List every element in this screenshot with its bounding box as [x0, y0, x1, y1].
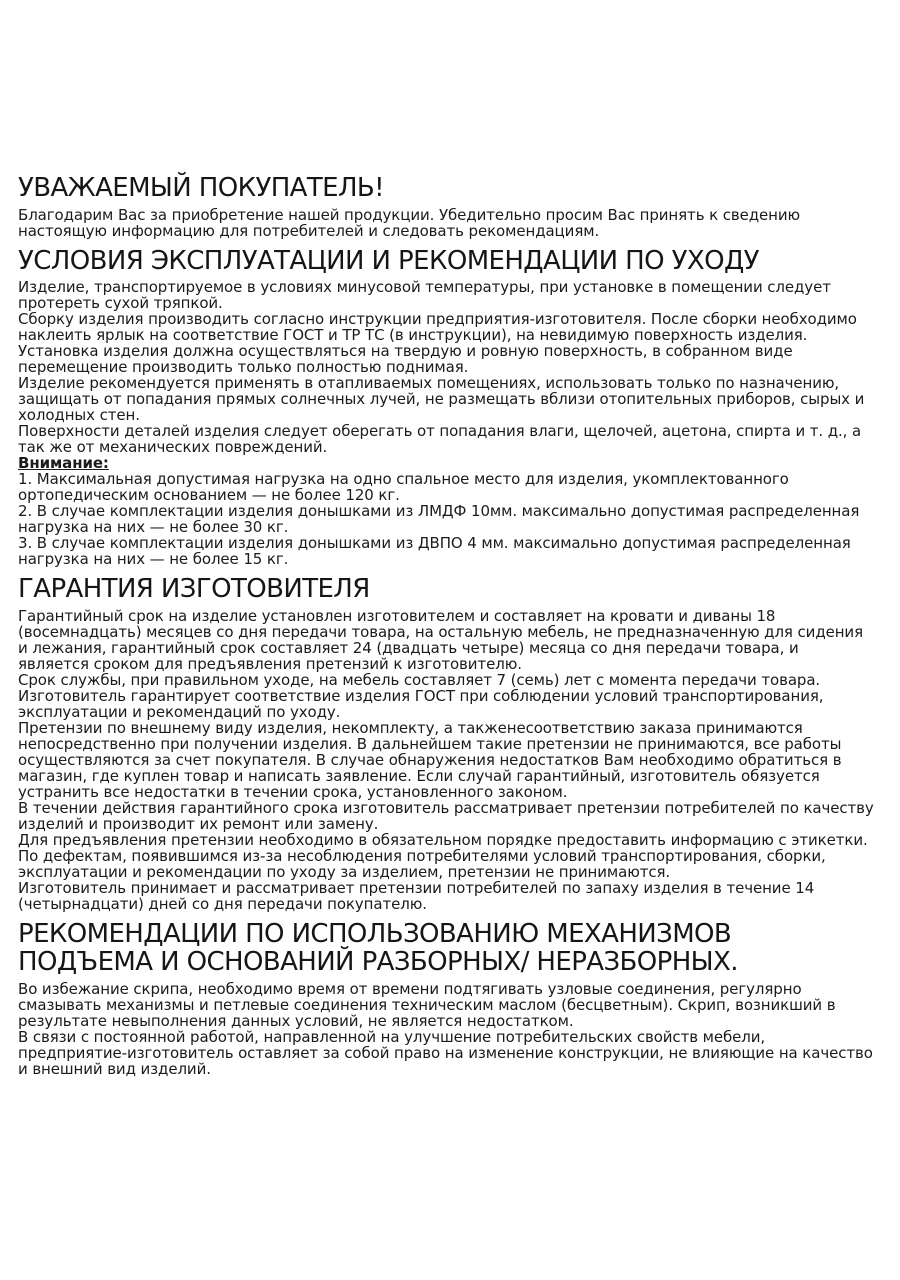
- paragraph: 2. В случае комплектации изделия донышками из ЛМДФ 10мм. максимально допустимая распределенная нагрузка на них — не более 30 кг.: [18, 502, 860, 537]
- paragraph: Сборку изделия производить согласно инструкции предприятия-изготовителя. После сборки необходимо наклеить ярлык на соответствие ГОСТ и ТР ТС (в инструкции), на невидимую поверхность изделия.: [18, 310, 857, 345]
- section-heading-usage-conditions: УСЛОВИЯ ЭКСПЛУАТАЦИИ И РЕКОМЕНДАЦИИ ПО УХОДУ: [18, 245, 759, 276]
- paragraph: Изготовитель принимает и рассматривает претензии потребителей по запаху изделия в течение 14 (четырнадцати) дней со дня передачи покупателю.: [18, 878, 815, 913]
- paragraph: В связи с постоянной работой, направленной на улучшение потребительских свойств мебели, предприятие-изготовитель оставляет за собой право на изменение конструкции, не влияющие на качество и внешний вид изделий.: [18, 1027, 873, 1078]
- paragraph: 3. В случае комплектации изделия донышками из ДВПО 4 мм. максимально допустимая распределенная нагрузка на них — не более 15 кг.: [18, 534, 851, 569]
- paragraph: 1. Максимальная допустимая нагрузка на одно спальное место для изделия, укомплектованного ортопедическим основанием — не более 120 кг.: [18, 470, 789, 505]
- paragraph: Установка изделия должна осуществляться на твердую и ровную поверхность, в собранном виде перемещение производить только полностью поднимая.: [18, 342, 793, 377]
- section-warranty: [18, 575, 874, 912]
- paragraph: Благодарим Вас за приобретение нашей продукции. Убедительно просим Вас принять к сведению настоящую информацию для потребителей и следовать рекомендациям.: [18, 205, 801, 240]
- paragraph: Изделие, транспортируемое в условиях минусовой температуры, при установке в помещении следует протереть сухой тряпкой.: [18, 278, 831, 313]
- section-usage-conditions: [18, 247, 874, 568]
- section-heading-mechanisms: РЕКОМЕНДАЦИИ ПО ИСПОЛЬЗОВАНИЮ МЕХАНИЗМОВ ПОДЪЕМА И ОСНОВАНИЙ РАЗБОРНЫХ/ НЕРАЗБОРНЫХ.: [18, 918, 738, 978]
- section-dear-customer: [18, 174, 874, 239]
- section-heading-dear-customer: УВАЖАЕМЫЙ ПОКУПАТЕЛЬ!: [18, 173, 384, 203]
- attention-label: Внимание:: [18, 454, 109, 473]
- paragraph: По дефектам, появившимся из-за несоблюдения потребителями условий транспортирования, сборки, эксплуатации и рекомендации по уходу за изделием, претензии не принимаются.: [18, 846, 826, 881]
- section-heading-warranty: ГАРАНТИЯ ИЗГОТОВИТЕЛЯ: [18, 574, 370, 605]
- paragraph: Поверхности деталей изделия следует оберегать от попадания влаги, щелочей, ацетона, спирта и т. д., а так же от механических повреждений.: [18, 422, 862, 457]
- paragraph: Изделие рекомендуется применять в отапливаемых помещениях, использовать только по назначению, защищать от попадания прямых солнечных лучей, не размещать вблизи отопительных приборов, сырых и холодных стен.: [18, 374, 865, 425]
- paragraph: Изготовитель гарантирует соответствие изделия ГОСТ при соблюдении условий транспортирования, эксплуатации и рекомендаций по уходу.: [18, 686, 824, 721]
- paragraph: Претензии по внешнему виду изделия, некомплекту, а такженесоответствию заказа принимаются непосредственно при получении изделия. В дальнейшем такие претензии не принимаются, все работы осуществляются за счет покупателя. В случае обнаружения недостатков Вам необходимо обратиться в магазин, где куплен товар и написать заявление. Если случай гарантийный, изготовитель обязуется устранить все недостатки в течении срока, установленного законом.: [18, 718, 842, 801]
- paragraph: Во избежание скрипа, необходимо время от времени подтягивать узловые соединения, регулярно смазывать механизмы и петлевые соединения техническим маслом (бесцветным). Скрип, возникший в результате невыполнения данных условий, не является недостатком.: [18, 979, 836, 1030]
- paragraph: В течении действия гарантийного срока изготовитель рассматривает претензии потребителей по качеству изделий и производит их ремонт или замену.: [18, 798, 874, 833]
- section-mechanisms: [18, 920, 874, 1077]
- paragraph: Для предъявления претензии необходимо в обязательном порядке предоставить информацию с этикетки.: [18, 830, 868, 849]
- paragraph: Срок службы, при правильном уходе, на мебель составляет 7 (семь) лет с момента передачи товара.: [18, 670, 821, 689]
- paragraph: Гарантийный срок на изделие установлен изготовителем и составляет на кровати и диваны 18 (восемнадцать) месяцев со дня передачи товара, на остальную мебель, не предназначенную для сидения и лежания, гарантийный срок составляет 24 (двадцать четыре) месяца со дня передачи товара, и является сроком для предъявления претензий к изготовителю.: [18, 606, 864, 673]
